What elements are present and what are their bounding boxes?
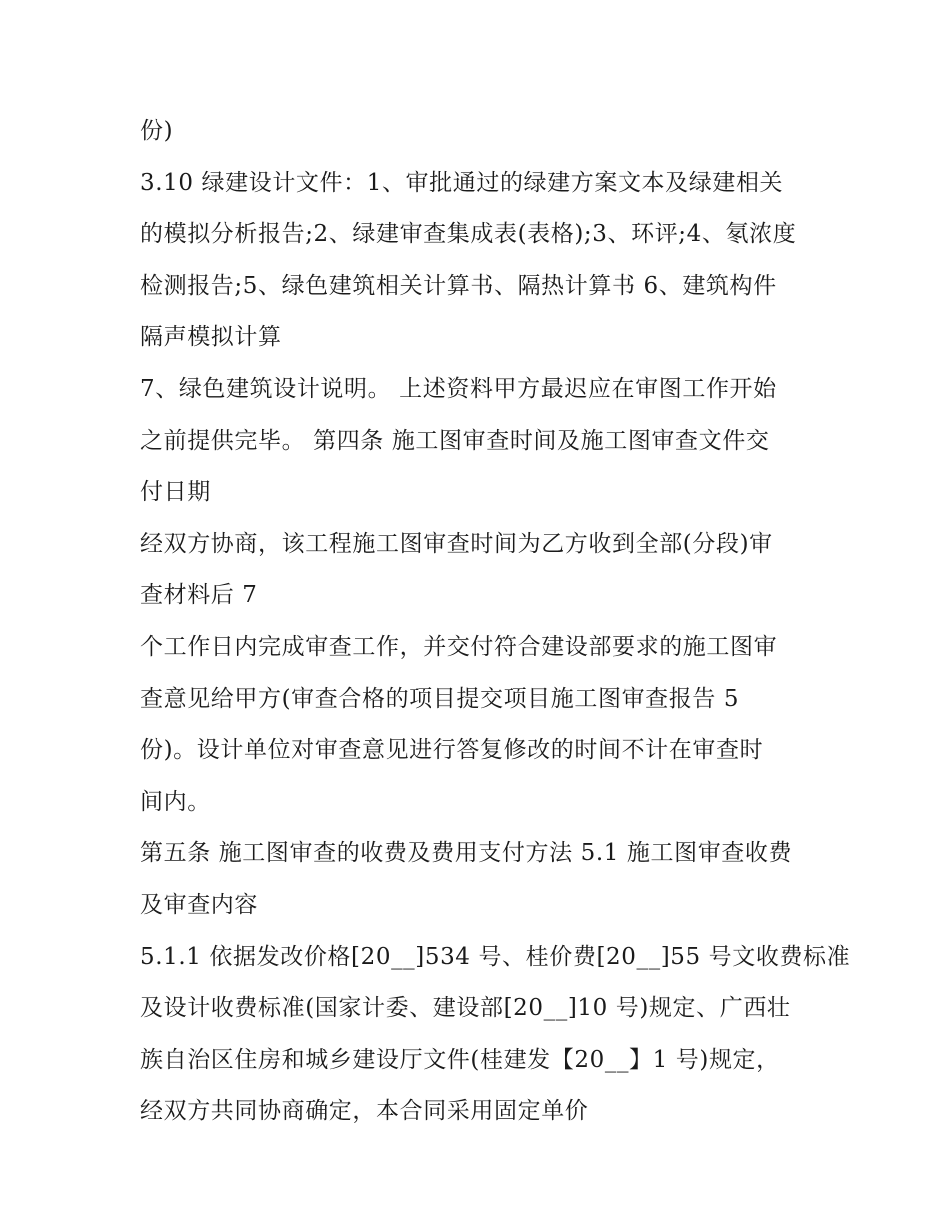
text-line: 付日期 [140, 479, 211, 506]
document-body [140, 106, 851, 1138]
text-line: 第五条 施工图审查的收费及费用支付方法 5.1 施工图审查收费 [140, 840, 793, 867]
text-line: 的模拟分析报告;2、绿建审查集成表(表格);3、环评;4、氡浓度 [140, 221, 797, 248]
text-line: 及审查内容 [140, 891, 258, 918]
text-line: 族自治区住房和城乡建设厅文件(桂建发【20__】1 号)规定， [140, 1046, 780, 1073]
text-line: 3.10 绿建设计文件：1、审批通过的绿建方案文本及绿建相关 [140, 169, 784, 196]
text-line: 份) [140, 118, 174, 144]
text-line: 间内。 [140, 788, 211, 815]
text-line: 个工作日内完成审查工作，并交付符合建设部要求的施工图审 [140, 633, 778, 660]
text-line: 查意见给甲方(审查合格的项目提交项目施工图审查报告 5 [140, 685, 740, 712]
text-line: 检测报告;5、绿色建筑相关计算书、隔热计算书 6、建筑构件 [140, 272, 777, 299]
text-line: 及设计收费标准(国家计委、建设部[20__]10 号)规定、广西壮 [140, 995, 791, 1022]
text-line: 查材料后 7 [140, 582, 258, 609]
text-line: 7、绿色建筑设计说明。 上述资料甲方最迟应在审图工作开始 [140, 375, 777, 402]
text-line: 经双方共同协商确定，本合同采用固定单价 [140, 1098, 589, 1125]
text-line: 份)。设计单位对审查意见进行答复修改的时间不计在审查时 [140, 737, 764, 764]
text-line: 之前提供完毕。 第四条 施工图审查时间及施工图审查文件交 [140, 427, 770, 454]
text-line: 经双方协商，该工程施工图审查时间为乙方收到全部(分段)审 [140, 530, 773, 557]
text-line: 隔声模拟计算 [140, 324, 282, 351]
text-line: 5.1.1 依据发改价格[20__]534 号、桂价费[20__]55 号文收费标准 [140, 943, 851, 970]
